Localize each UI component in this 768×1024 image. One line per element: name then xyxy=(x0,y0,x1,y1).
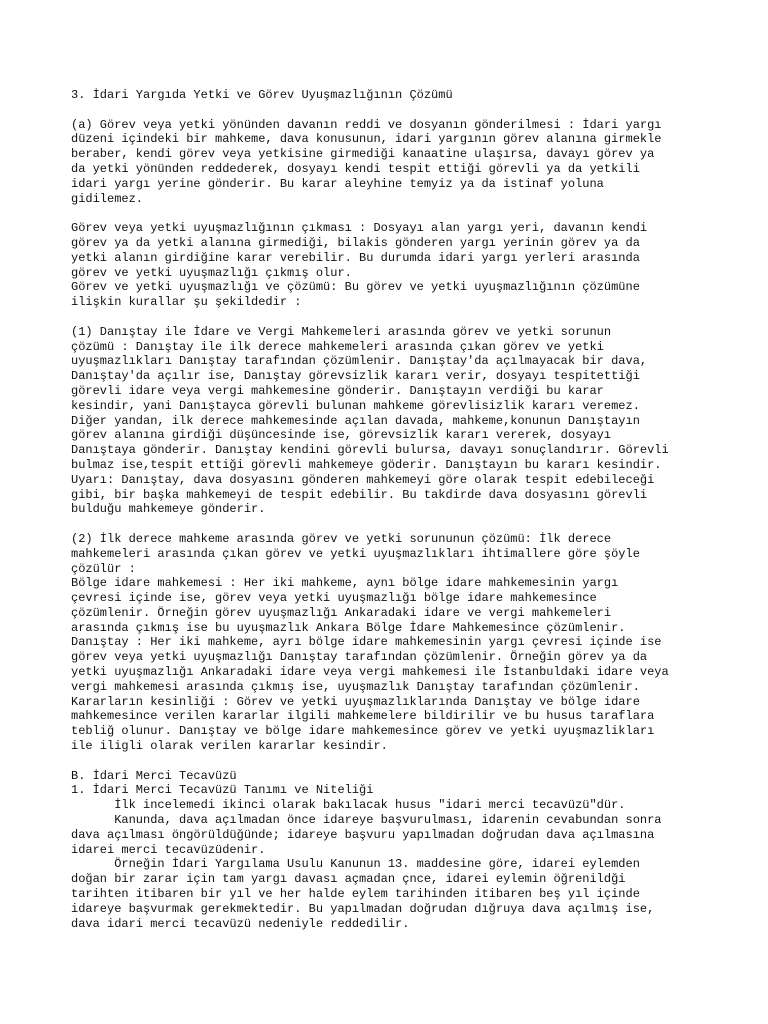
text-line: İlk incelemedi ikinci olarak bakılacak husus "idari merci tecavüzü"dür. xyxy=(71,798,626,813)
spacer xyxy=(71,206,728,221)
text-line: idari yargı yerine gönderir. Bu karar aleyhine temyiz ya da istinaf yoluna xyxy=(71,176,604,191)
text-line: ilişkin kurallar şu şekildedir : xyxy=(71,295,302,310)
text-line: Danıştaya gönderir. Danıştay kendini görevli bulursa, davayı sonuçlandırır. Görevli xyxy=(71,443,669,458)
paragraph-1 xyxy=(71,325,728,517)
text-line: dava idari merci tecavüzü nedeniyle reddedilir. xyxy=(71,916,410,931)
text-line: mahkemeleri arasında çıkan görev ve yetki uyuşmazlıkları ihtimallere göre şöyle xyxy=(71,546,640,561)
text-line: görev ve yetki uyuşmazlığı çıkmış olur. xyxy=(71,265,352,280)
text-line: arasında çıkmış ise bu uyuşmazlık Ankara Bölge İdare Mahkemesince çözümlenir. xyxy=(71,620,626,635)
text-line: gidilemez. xyxy=(71,191,144,206)
text-line: tarihten itibaren bir yıl ve her halde eylem tarihinden itibaren beş yıl içinde xyxy=(71,887,640,902)
text-line: tebliğ olunur. Danıştay ve bölge idare mahkemesince görev ve yetki uyuşmazlikları xyxy=(71,724,655,739)
text-line: yetki alanın girdiğine karar verebilir. Bu durumda idari yargı yerleri arasında xyxy=(71,250,640,265)
text-line: görev alanına girdiği düşüncesinde ise, görevsizlik kararı vererek, dosyayı xyxy=(71,428,612,443)
text-line: yetki uyuşmazlığı Ankaradaki idare veya vergi mahkemesi ile İstanbuldaki idare veya xyxy=(71,665,669,680)
text-line: dava açılması öngörüldüğünde; idareye başvuru yapılmadan doğrudan dava açılmasına xyxy=(71,827,655,842)
spacer xyxy=(71,310,728,325)
text-line: Diğer yandan, ilk derece mahkemesinde açılan davada, mahkeme,konunun Danıştayın xyxy=(71,413,640,428)
spacer xyxy=(71,754,728,769)
text-line: görev ya da yetki alanına girmediği, bilakis gönderen yargı yerinin görev ya da xyxy=(71,235,640,250)
text-line: Danıştay : Her iki mahkeme, ayrı bölge idare mahkemesinin yargı çevresi içinde ise xyxy=(71,635,662,650)
text-line: görev veya yetki uyuşmazlığı Danıştay tarafından çözümlenir. Örneğin görev ya da xyxy=(71,650,648,665)
text-line: Kanunda, dava açılmadan önce idareye başvurulması, idarenin cevabundan sonra xyxy=(71,813,662,828)
section-b xyxy=(71,769,728,932)
text-line: Uyarı: Danıştay, dava dosyasını gönderen mahkemeyi göre olarak tespit edebileceği xyxy=(71,472,655,487)
paragraph-a xyxy=(71,118,728,207)
text-line: (1) Danıştay ile İdare ve Vergi Mahkemeleri arasında görev ve yetki sorunun xyxy=(71,324,612,339)
text-line: vergi mahkemesi arasında çıkmış ise, uyuşmazlık Danıştay tarafından çözümlenir. xyxy=(71,679,640,694)
paragraph-2 xyxy=(71,532,728,754)
text-line: çözümlenir. Örneğin görev uyuşmazlığı Ankaradaki idare ve vergi mahkemeleri xyxy=(71,605,612,620)
text-line: çözümü : Danıştay ile ilk derece mahkemeleri arasında çıkan görev ve yetki xyxy=(71,339,604,354)
paragraph-conflict xyxy=(71,221,728,310)
text-line: B. İdari Merci Tecavüzü xyxy=(71,768,237,783)
text-line: da yetki yönünden reddederek, dosyayı kendi tespit ettiği görevli ya da yetkili xyxy=(71,161,640,176)
text-line: ile iligli olarak verilen kararlar kesindir. xyxy=(71,739,388,754)
text-line: düzeni içindeki bir mahkeme, dava konusunun, idari yargının görev alanına girmekle xyxy=(71,132,662,147)
text-line: gibi, bir başka mahkemeyi de tespit edebilir. Bu takdirde dava dosyasını görevli xyxy=(71,487,648,502)
text-line: Danıştay'da açılır ise, Danıştay görevsizlik kararı verir, dosyayı tespitettiği xyxy=(71,369,640,384)
text-line: idarei merci tecavüzüdenir. xyxy=(71,842,266,857)
text-line: mahkemesince verilen kararlar ilgili mahkemelere bildirilir ve bu husus taraflara xyxy=(71,709,655,724)
text-line: (2) İlk derece mahkeme arasında görev ve yetki sorununun çözümü: İlk derece xyxy=(71,531,612,546)
document-body xyxy=(71,118,728,932)
text-line: çevresi içinde ise, görev veya yetki uyuşmazlığı bölge idare mahkemesince xyxy=(71,591,597,606)
text-line: Görev ve yetki uyuşmazlığı ve çözümü: Bu görev ve yetki uyuşmazlığının çözümüne xyxy=(71,280,640,295)
text-line: beraber, kendi görev veya yetkisine girmediği kanaatine ulaşırsa, davayı görev ya xyxy=(71,147,655,162)
text-line: Örneğin İdari Yargılama Usulu Kanunun 13. maddesine göre, idarei eylemden xyxy=(71,857,640,872)
document-title: 3. İdari Yargıda Yetki ve Görev Uyuşmazlığının Çözümü xyxy=(71,88,453,102)
text-line: 1. İdari Merci Tecavüzü Tanımı ve Niteliği xyxy=(71,783,374,798)
text-line: görevli idare veya vergi mahkemesine gönderir. Danıştayın verdiği bu karar xyxy=(71,383,604,398)
text-line: Görev veya yetki uyuşmazlığının çıkması : Dosyayı alan yargı yeri, davanın kendi xyxy=(71,221,648,236)
text-line: idareye başvurmak gerekmektedir. Bu yapılmadan doğrudan dığruya dava açılmış ise, xyxy=(71,901,655,916)
text-line: (a) Görev veya yetki yönünden davanın reddi ve dosyanın gönderilmesi : İdari yargı xyxy=(71,117,662,132)
text-line: Bölge idare mahkemesi : Her iki mahkeme, aynı bölge idare mahkemesinin yargı xyxy=(71,576,619,591)
text-line: uyuşmazlıkları Danıştay tarafından çözümlenir. Danıştay'da açılmayacak bir dava, xyxy=(71,354,648,369)
text-line: doğan bir zarar için tam yargı davası açmadan çnce, idarei eylemin öğrenildği xyxy=(71,872,626,887)
text-line: bulmaz ise,tespit ettiği görevli mahkemeye göderir. Danıştayın bu kararı kesindir. xyxy=(71,457,662,472)
text-line: bulduğu mahkemeye gönderir. xyxy=(71,502,266,517)
text-line: Kararların kesinliği : Görev ve yetki uyuşmazlıklarında Danıştay ve bölge idare xyxy=(71,694,640,709)
spacer xyxy=(71,103,728,118)
text-line: kesindir, yani Danıştayca görevli bulunan mahkeme görevlisizlik kararı veremez. xyxy=(71,398,640,413)
text-line: çözülür : xyxy=(71,561,136,576)
spacer xyxy=(71,517,728,532)
